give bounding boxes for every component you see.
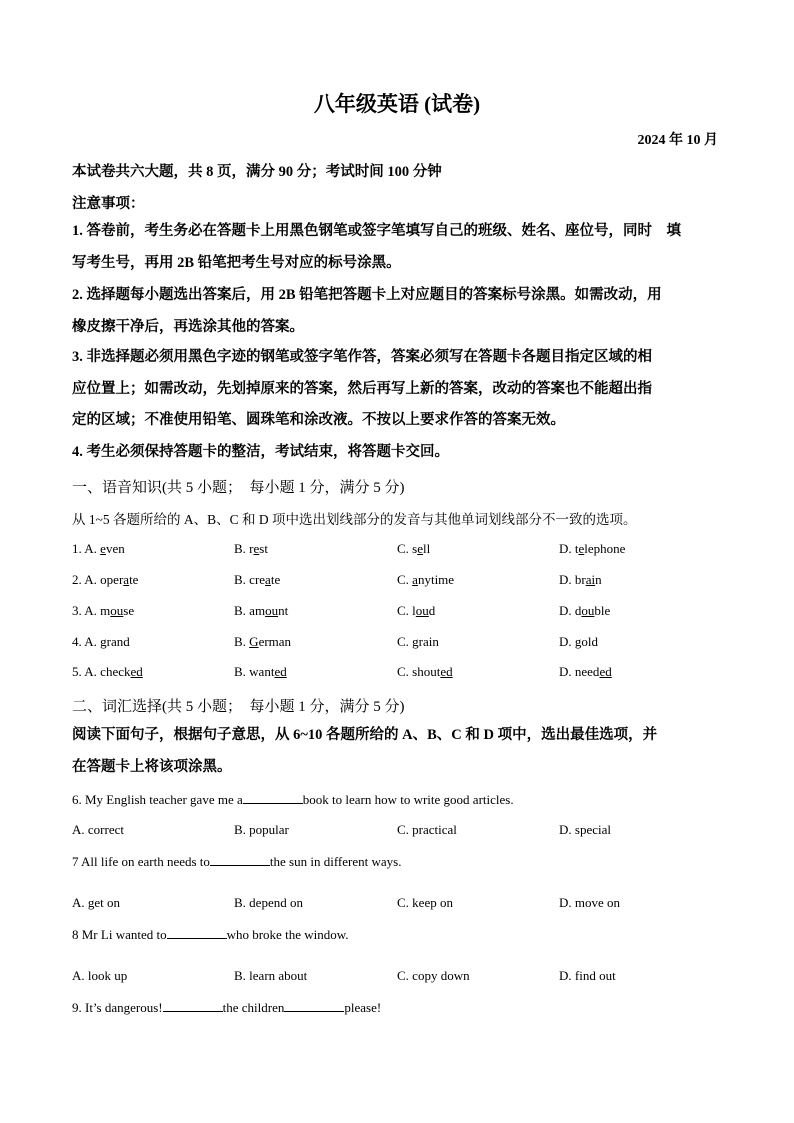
note-4-line-1: 4. 考生必须保持答题卡的整洁，考试结束，将答题卡交回。 — [72, 444, 449, 460]
q6-option-a: A. correct — [72, 822, 124, 837]
q1-option-a: 1. A. even — [72, 541, 125, 556]
section-2-instruction-line-2: 在答题卡上将该项涂黑。 — [72, 758, 232, 775]
q1-option-b: B. rest — [234, 541, 268, 556]
answer-blank — [163, 999, 223, 1012]
q4-option-c: C. grain — [397, 634, 439, 649]
q4-option-d: D. gold — [559, 634, 599, 649]
answer-blank — [284, 999, 344, 1012]
q3-option-c: C. loud — [397, 603, 436, 618]
q8-option-a: A. look up — [72, 968, 128, 983]
q7-option-c: C. keep on — [397, 895, 453, 910]
exam-date: 2024 年 10 月 — [637, 133, 718, 148]
note-1-line-1: 1. 答卷前，考生务必在答题卡上用黑色钢笔或签字笔填写自己的班级、姓名、座位号，同时 填 — [72, 223, 681, 239]
q5-option-d: D. needed — [559, 664, 612, 679]
q1-option-c: C. sell — [397, 541, 431, 556]
note-3 — [72, 342, 722, 437]
note-2 — [72, 280, 722, 343]
q8-stem: 8 Mr Li wanted to who broke the window. — [72, 927, 349, 942]
note-2-line-2: 橡皮擦干净后，再选涂其他的答案。 — [72, 318, 304, 335]
q3-option-d: D. double — [559, 603, 611, 618]
exam-title: 八年级英语 (试卷) — [313, 92, 481, 116]
section-1-title: 一、语音知识(共 5 小题； 每小题 1 分，满分 5 分) — [72, 480, 405, 496]
note-1 — [72, 216, 722, 279]
q6-option-b: B. popular — [234, 822, 289, 837]
q4-option-b: B. German — [234, 634, 292, 649]
q6-option-d: D. special — [559, 822, 611, 837]
answer-blank — [210, 853, 270, 866]
exam-info: 本试卷共六大题，共 8 页，满分 90 分；考试时间 100 分钟 — [72, 164, 442, 180]
q4-option-a: 4. A. grand — [72, 634, 130, 649]
q5-option-c: C. shouted — [397, 664, 453, 679]
note-3-line-3: 定的区域；不准使用铅笔、圆珠笔和涂改液。不按以上要求作答的答案无效。 — [72, 412, 565, 428]
answer-blank — [243, 791, 303, 804]
q7-option-d: D. move on — [559, 895, 621, 910]
q5-option-b: B. wanted — [234, 664, 287, 679]
q8-option-d: D. find out — [559, 968, 616, 983]
q7-option-b: B. depend on — [234, 895, 303, 910]
q6-option-c: C. practical — [397, 822, 457, 837]
q7-stem: 7 All life on earth needs to the sun in different ways. — [72, 854, 402, 869]
section-2-instruction — [72, 720, 722, 783]
q6-stem: 6. My English teacher gave me a book to learn how to write good articles. — [72, 792, 514, 807]
note-4 — [72, 437, 722, 469]
q1-option-d: D. telephone — [559, 541, 626, 556]
q3-option-b: B. amount — [234, 603, 289, 618]
q2-option-c: C. anytime — [397, 572, 455, 587]
section-2-title: 二、词汇选择(共 5 小题； 每小题 1 分，满分 5 分) — [72, 699, 405, 715]
q8-option-b: B. learn about — [234, 968, 308, 983]
section-1-instruction: 从 1~5 各题所给的 A、B、C 和 D 项中选出划线部分的发音与其他单词划线部分不一致的选项。 — [72, 512, 637, 527]
q9-stem: 9. It’s dangerous! the children please! — [72, 1000, 382, 1015]
q2-option-b: B. create — [234, 572, 281, 587]
note-3-line-1: 3. 非选择题必须用黑色字迹的钢笔或签字笔作答，答案必须写在答题卡各题目指定区域的相 — [72, 349, 652, 365]
q2-option-d: D. brain — [559, 572, 602, 587]
note-1-line-2: 写考生号，再用 2B 铅笔把考生号对应的标号涂黑。 — [72, 254, 401, 271]
q2-option-a: 2. A. operate — [72, 572, 139, 587]
answer-blank — [167, 926, 227, 939]
q3-option-a: 3. A. mouse — [72, 603, 135, 618]
notice-title: 注意事项： — [72, 196, 145, 212]
section-2-instruction-line-1: 阅读下面句子，根据句子意思，从 6~10 各题所给的 A、B、C 和 D 项中，选出最佳选项，并 — [72, 727, 658, 743]
q5-option-a: 5. A. checked — [72, 664, 143, 679]
note-2-line-1: 2. 选择题每小题选出答案后，用 2B 铅笔把答题卡上对应题目的答案标号涂黑。如需改动，用 — [72, 287, 662, 303]
q8-option-c: C. copy down — [397, 968, 470, 983]
q7-option-a: A. get on — [72, 895, 121, 910]
note-3-line-2: 应位置上；如需改动，先划掉原来的答案，然后再写上新的答案，改动的答案也不能超出指 — [72, 380, 652, 397]
